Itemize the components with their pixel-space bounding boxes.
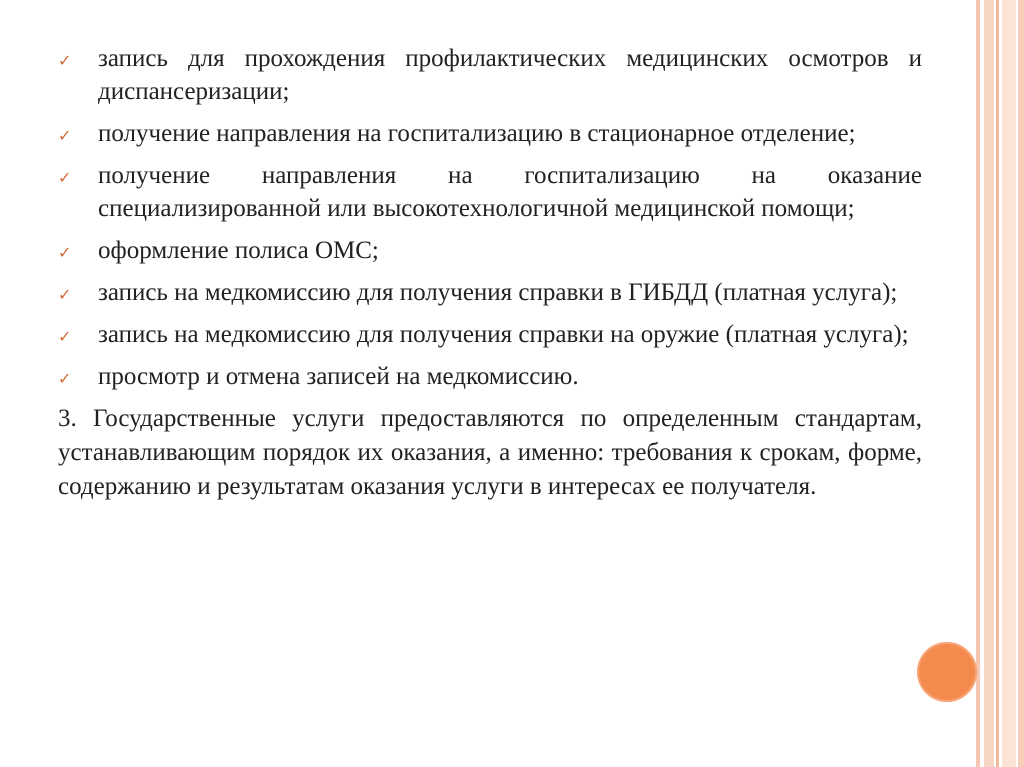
list-item	[58, 276, 922, 309]
list-item	[58, 117, 922, 150]
list-item-text: запись для прохождения профилактических медицинских осмотров и диспансеризации;	[98, 45, 922, 105]
decorative-circle	[917, 642, 977, 702]
checkmark-icon: ✓	[58, 285, 72, 304]
list-item	[58, 360, 922, 393]
slide-content	[58, 42, 922, 504]
checkmark-icon: ✓	[58, 51, 72, 70]
list-item-text: оформление полиса ОМС;	[98, 237, 379, 264]
list-item-text: запись на медкомиссию для получения справки в ГИБДД (платная услуга);	[98, 279, 898, 306]
decorative-stripe	[1018, 0, 1024, 767]
services-list	[58, 42, 922, 393]
list-item-text: просмотр и отмена записей на медкомиссию.	[98, 363, 579, 390]
list-item-text: получение направления на госпитализацию на оказание специализированной или высокотехнологичной медицинской помощи;	[98, 162, 922, 222]
checkmark-icon: ✓	[58, 369, 72, 388]
list-item-text: запись на медкомиссию для получения справки на оружие (платная услуга);	[98, 321, 909, 348]
decorative-stripe	[984, 0, 994, 767]
checkmark-icon: ✓	[58, 243, 72, 262]
decorative-stripe	[1002, 0, 1016, 767]
standards-paragraph: 3. Государственные услуги предоставляются по определенным стандартам, устанавливающим порядок их оказания, а именно: требования к срокам, форме, содержанию и результатам оказания услуги в интересах ее получателя.	[58, 405, 922, 500]
list-item-text: получение направления на госпитализацию в стационарное отделение;	[98, 120, 856, 147]
list-item	[58, 318, 922, 351]
list-item	[58, 234, 922, 267]
decorative-stripe	[996, 0, 999, 767]
decorative-stripe	[976, 0, 980, 767]
checkmark-icon: ✓	[58, 168, 72, 187]
list-item	[58, 159, 922, 225]
checkmark-icon: ✓	[58, 126, 72, 145]
list-item	[58, 42, 922, 108]
checkmark-icon: ✓	[58, 327, 72, 346]
